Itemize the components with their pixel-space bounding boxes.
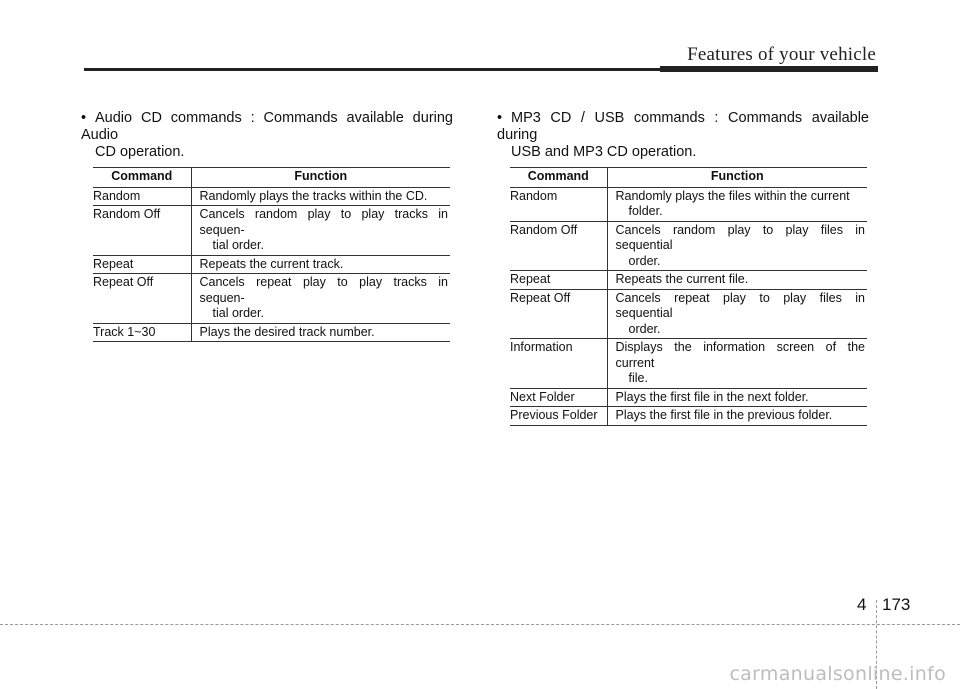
function-text: Repeats the current file. xyxy=(615,272,749,286)
audio-cd-intro xyxy=(81,110,453,161)
function-cell xyxy=(607,339,867,389)
function-text: Cancels random play to play files in sequential xyxy=(615,222,865,252)
mp3-usb-commands-table xyxy=(510,167,867,426)
command-cell: Repeat Off xyxy=(510,289,607,339)
mp3-usb-intro xyxy=(497,110,869,161)
table-row xyxy=(93,187,450,206)
table-row xyxy=(510,388,867,407)
function-cell xyxy=(191,274,450,324)
function-text-continued: tial order. xyxy=(212,238,264,252)
function-text: Randomly plays the files within the current xyxy=(615,188,850,203)
table-header-row xyxy=(93,168,450,188)
header-rule-accent xyxy=(660,66,878,72)
function-cell xyxy=(607,388,867,407)
command-cell: Repeat xyxy=(510,271,607,290)
function-text-continued: order. xyxy=(628,321,661,336)
function-cell xyxy=(607,289,867,339)
function-text: Plays the first file in the previous folder. xyxy=(615,408,833,422)
function-text: Repeats the current track. xyxy=(199,256,344,271)
table-row xyxy=(510,407,867,426)
table-row xyxy=(93,274,450,324)
page-number: 173 xyxy=(882,595,911,614)
function-cell xyxy=(191,187,450,206)
chapter-number: 4 xyxy=(857,595,867,614)
function-text: Cancels repeat play to play tracks in sequen- xyxy=(199,275,448,305)
command-cell: Random xyxy=(93,187,191,206)
function-cell xyxy=(607,271,867,290)
table-row xyxy=(510,271,867,290)
intro-text-line2: USB and MP3 CD operation. xyxy=(511,144,697,160)
column-header-command: Command xyxy=(93,168,191,188)
function-text: Cancels random play to play tracks in sequen- xyxy=(199,207,448,237)
audio-cd-commands-table xyxy=(93,167,450,342)
function-text: Plays the first file in the next folder. xyxy=(615,389,809,404)
function-text: Cancels repeat play to play files in sequential xyxy=(615,290,865,320)
column-header-function: Function xyxy=(191,168,450,188)
function-text-continued: order. xyxy=(628,253,661,268)
table-row xyxy=(510,289,867,339)
function-text-continued: tial order. xyxy=(212,306,264,320)
intro-text-line1: MP3 CD / USB commands : Commands available during xyxy=(497,110,869,143)
command-cell: Random xyxy=(510,187,607,221)
intro-text-line1: Audio CD commands : Commands available during Audio xyxy=(81,110,453,143)
column-header-command: Command xyxy=(510,168,607,188)
column-header-function: Function xyxy=(607,168,867,188)
command-cell: Random Off xyxy=(93,206,191,256)
command-cell: Random Off xyxy=(510,221,607,271)
function-cell xyxy=(191,323,450,342)
command-cell: Next Folder xyxy=(510,388,607,407)
command-cell: Track 1~30 xyxy=(93,323,191,342)
watermark: carmanualsonline.info xyxy=(729,663,946,685)
command-cell: Repeat Off xyxy=(93,274,191,324)
table-row xyxy=(510,339,867,389)
function-text: Displays the information screen of the current xyxy=(615,340,865,370)
function-text: Randomly plays the tracks within the CD. xyxy=(199,188,428,203)
function-cell xyxy=(191,255,450,274)
footer-divider xyxy=(0,624,960,625)
command-cell: Information xyxy=(510,339,607,389)
table-row xyxy=(93,206,450,256)
table-row xyxy=(510,221,867,271)
command-cell: Previous Folder xyxy=(510,407,607,426)
function-cell xyxy=(607,221,867,271)
function-cell xyxy=(607,187,867,221)
bullet: • xyxy=(81,110,87,126)
function-text: Plays the desired track number. xyxy=(199,324,375,339)
bullet: • xyxy=(497,110,503,126)
function-text-continued: folder. xyxy=(628,204,663,218)
table-row xyxy=(93,323,450,342)
page-header-title: Features of your vehicle xyxy=(687,44,876,65)
command-cell: Repeat xyxy=(93,255,191,274)
table-header-row xyxy=(510,168,867,188)
intro-text-line2: CD operation. xyxy=(95,144,185,160)
function-text-continued: file. xyxy=(628,371,648,385)
table-row xyxy=(93,255,450,274)
table-row xyxy=(510,187,867,221)
function-cell xyxy=(607,407,867,426)
function-cell xyxy=(191,206,450,256)
